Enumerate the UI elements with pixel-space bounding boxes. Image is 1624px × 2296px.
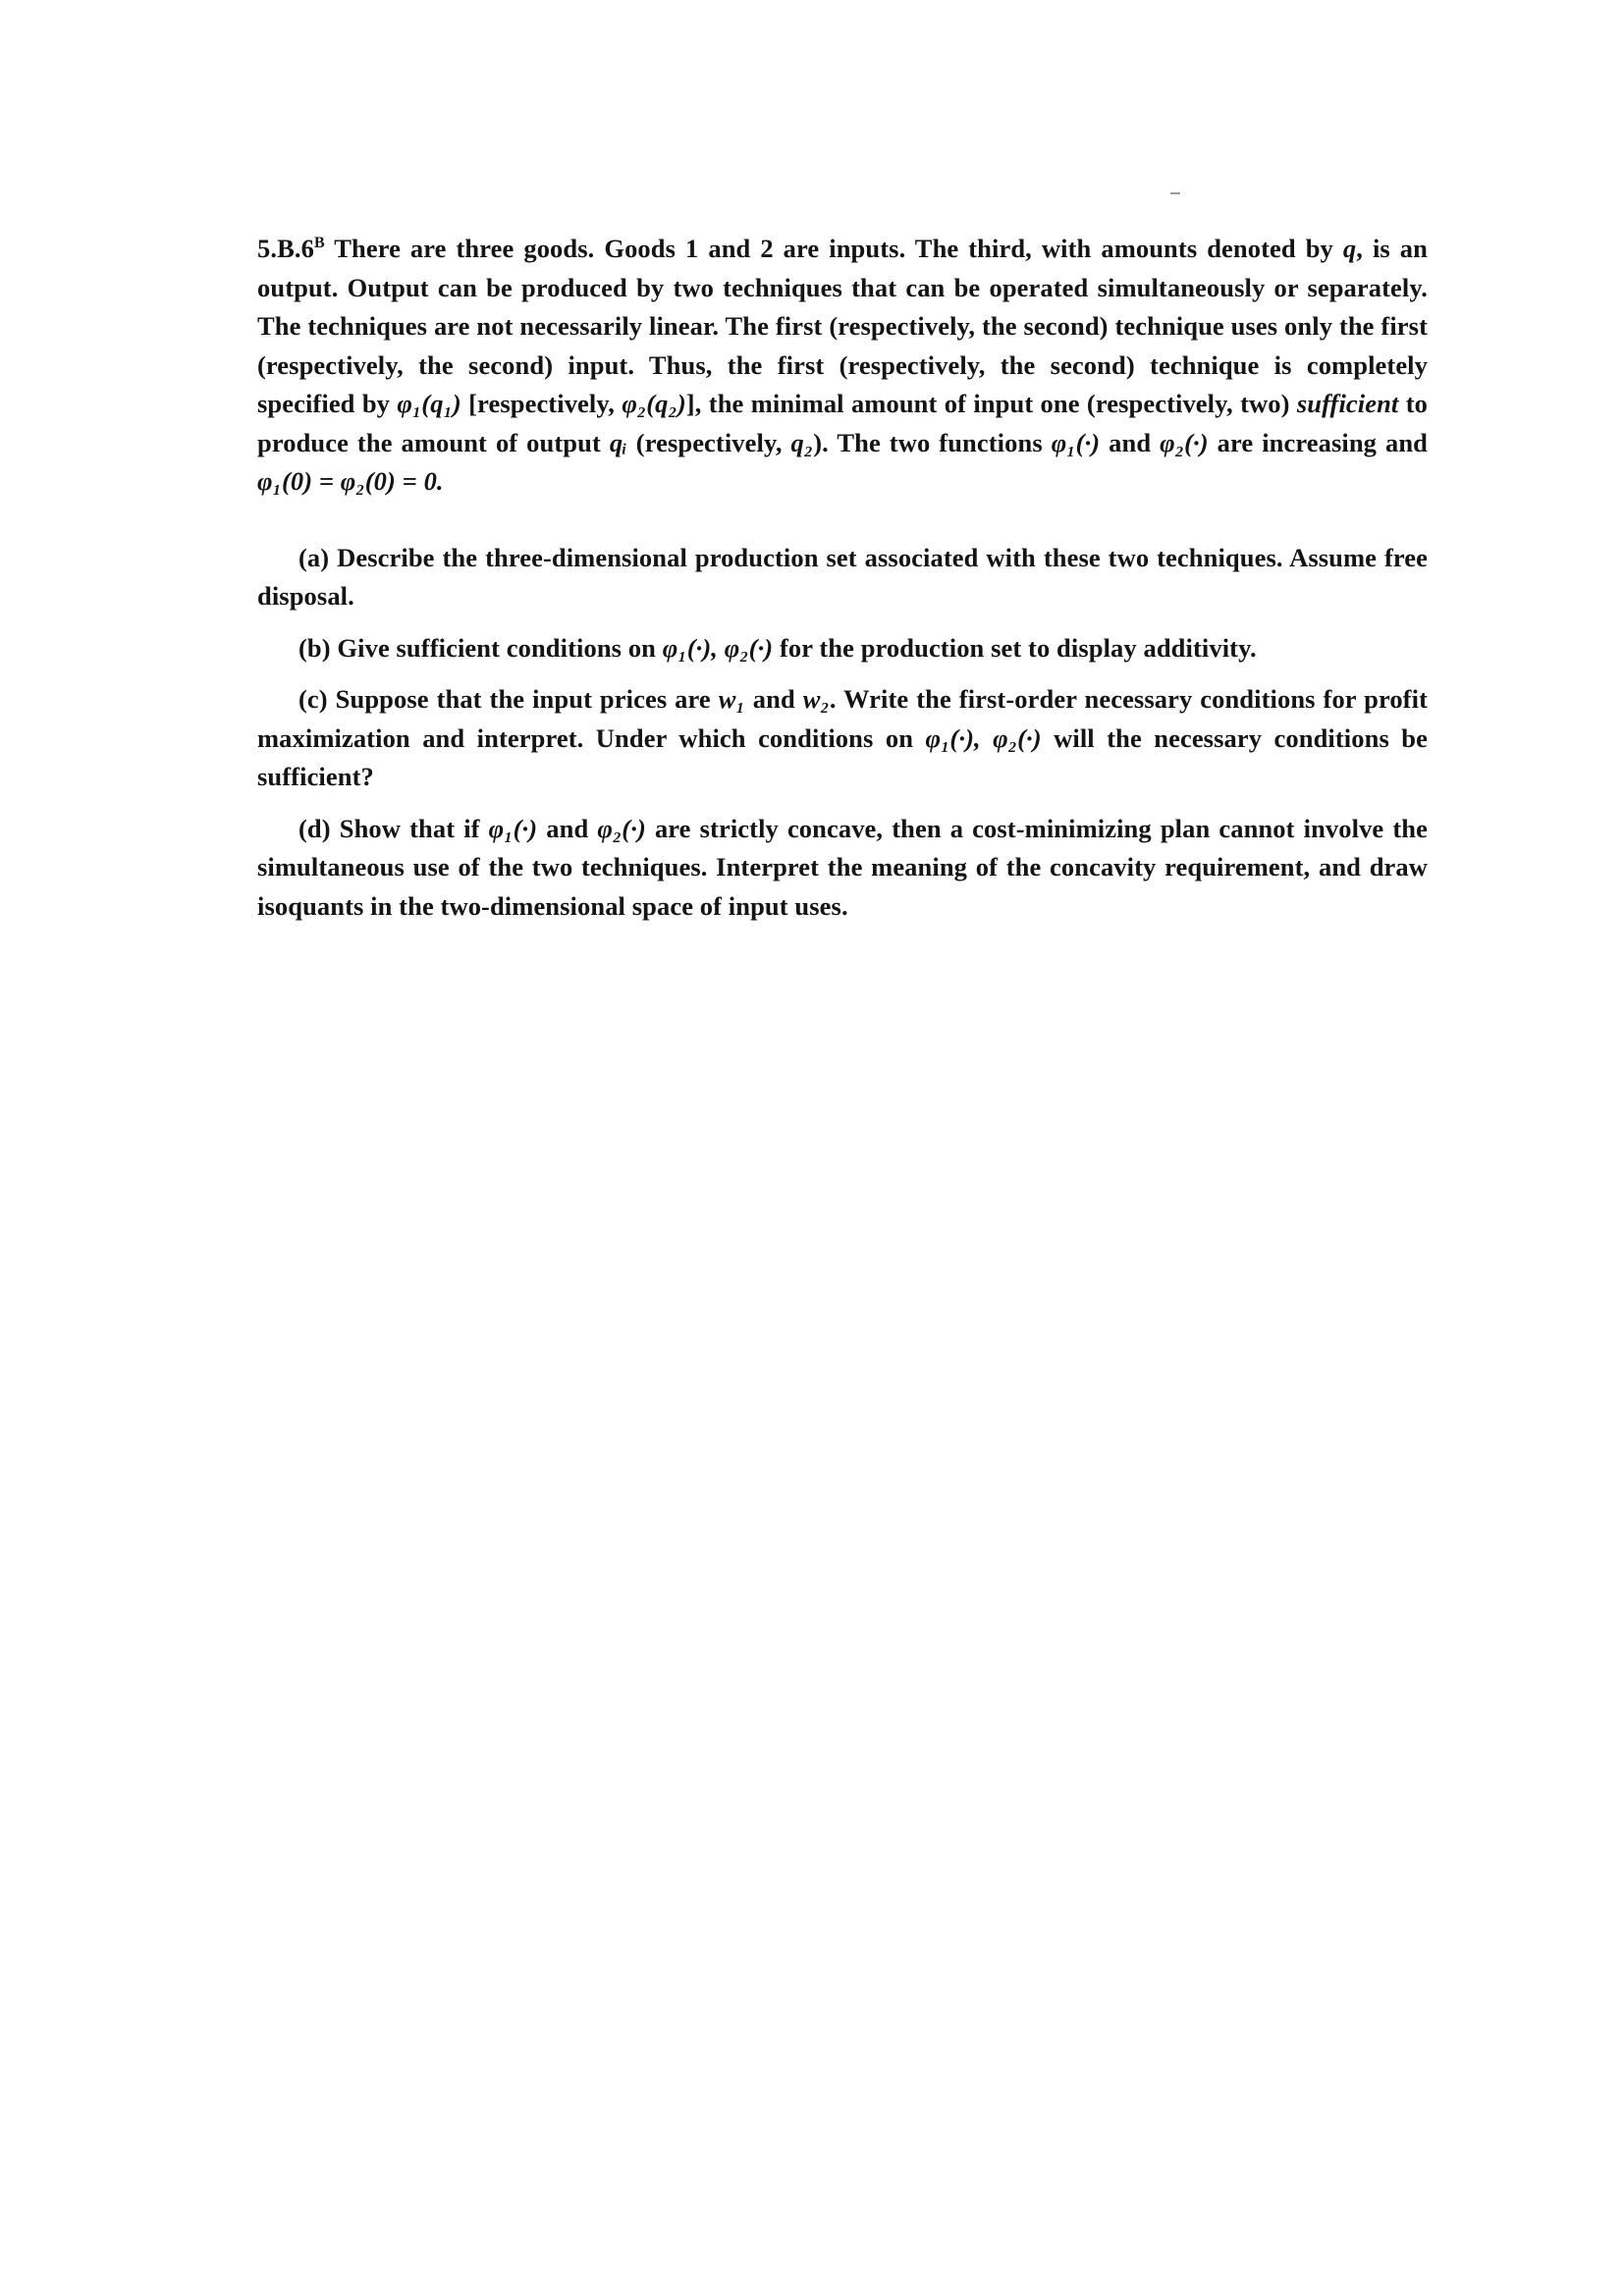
- part-c-text: and: [744, 684, 803, 714]
- math-phi-functions: φ₁(·), φ₂(·): [925, 722, 1042, 753]
- statement-text: to produce the amount of output: [257, 389, 1428, 457]
- statement-text: [respectively,: [460, 389, 623, 418]
- math-phi2: φ₂(·): [1160, 427, 1209, 457]
- statement-text: ], the minimal amount of input one (respectively, two): [685, 389, 1297, 418]
- math-qi: qᵢ: [609, 427, 627, 457]
- math-phi1: φ₁(·): [488, 813, 538, 843]
- math-phi2: φ₂(·): [597, 813, 646, 843]
- emphasis-sufficient: sufficient: [1296, 389, 1399, 418]
- part-d-text: Show that if: [330, 813, 489, 843]
- part-c-text: Suppose that the input prices are: [327, 684, 719, 714]
- part-b: [257, 629, 1428, 668]
- part-b-text: for the production set to display additivity.: [773, 632, 1257, 663]
- problem-statement: [257, 230, 1428, 502]
- statement-text: , is an output. Output can be produced by two techniques that can be operated simultaneously or separately. The techniques are not necessarily linear. The first (respectively, the second) technique uses only the first (respectively, the second) input. Thus, the first (respectively, the second) technique is completely specified by: [257, 234, 1428, 418]
- difficulty-grade: B: [313, 235, 325, 252]
- math-boundary-condition: φ₁(0) = φ₂(0) = 0.: [257, 466, 444, 496]
- statement-text: (respectively,: [626, 427, 791, 457]
- math-phi-functions: φ₁(·), φ₂(·): [662, 632, 774, 663]
- part-c-text: will the necessary conditions be sufficient?: [257, 722, 1428, 791]
- math-q: q: [1342, 234, 1357, 263]
- part-d-text: and: [537, 813, 598, 843]
- math-q2: q₂: [790, 427, 814, 457]
- part-a-text: Describe the three-dimensional production set associated with these two techniques. Assume free disposal.: [257, 542, 1428, 611]
- exercise-5-b-6: [257, 230, 1428, 938]
- math-w2: w₂: [802, 684, 830, 714]
- statement-text: and: [1100, 427, 1161, 457]
- statement-text: There are three goods. Goods 1 and 2 are inputs. The third, with amounts denoted by: [324, 234, 1343, 263]
- part-b-label: (b): [298, 632, 331, 663]
- problem-number: 5.B.6: [257, 234, 314, 263]
- part-a: [257, 539, 1428, 616]
- math-phi1-q1: φ₁(q₁): [397, 389, 461, 418]
- part-b-text: Give sufficient conditions on: [330, 632, 663, 663]
- part-c: [257, 680, 1428, 797]
- math-phi2-q2: φ₂(q₂): [622, 389, 686, 418]
- part-d: [257, 810, 1428, 927]
- part-d-text: are strictly concave, then a cost-minimizing plan cannot involve the simultaneous use of the two techniques. Interpret the meaning of the concavity requirement, and draw isoquants in the two-dimensional space of input uses.: [257, 813, 1428, 921]
- part-a-label: (a): [298, 542, 330, 572]
- part-c-label: (c): [298, 684, 328, 714]
- statement-text: are increasing and: [1208, 427, 1429, 457]
- math-w1: w₁: [718, 684, 745, 714]
- part-d-label: (d): [298, 813, 331, 843]
- statement-text: ). The two functions: [813, 427, 1052, 457]
- part-c-text: . Write the first-order necessary conditions for profit maximization and interpret. Under which conditions on: [257, 684, 1428, 753]
- scan-mark: [1170, 192, 1180, 194]
- math-phi1: φ₁(·): [1051, 427, 1101, 457]
